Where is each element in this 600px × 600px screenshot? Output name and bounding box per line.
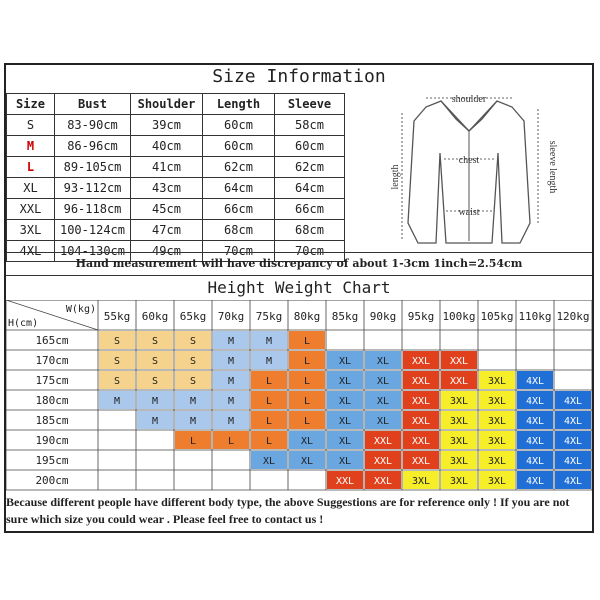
height-label: 170cm <box>35 354 69 367</box>
size-table-header <box>7 94 345 115</box>
weight-header: 80kg <box>293 310 321 323</box>
weight-header: 95kg <box>407 310 435 323</box>
size-value-cell: 60cm <box>275 136 345 157</box>
size-cell-label: XXL <box>373 476 393 487</box>
size-cell-label: 3XL <box>411 476 431 487</box>
size-cell-label: L <box>303 356 311 367</box>
size-cell-label: XXL <box>373 456 393 467</box>
size-label-cell: L <box>7 157 55 178</box>
size-value-cell: 49cm <box>131 241 203 262</box>
size-cell-label: 3XL <box>449 456 469 467</box>
size-header-cell: Sleeve <box>275 94 345 115</box>
height-label: 180cm <box>35 394 69 407</box>
size-header-cell: Shoulder <box>131 94 203 115</box>
size-cell-label: 3XL <box>449 396 469 407</box>
size-cell-label: XXL <box>411 436 431 447</box>
size-cell-label: XL <box>376 356 390 367</box>
size-cell-label: L <box>265 436 273 447</box>
size-value-cell: 68cm <box>275 220 345 241</box>
size-cell-label: 3XL <box>487 456 507 467</box>
size-value-cell: 64cm <box>275 178 345 199</box>
size-cell-label: XL <box>300 456 314 467</box>
size-cell-label: 4XL <box>563 456 583 467</box>
size-value-cell: 58cm <box>275 115 345 136</box>
size-cell-label: XL <box>338 456 352 467</box>
size-cell-label: XXL <box>411 416 431 427</box>
size-cell-label: M <box>227 396 235 407</box>
size-row <box>7 178 345 199</box>
size-value-cell: 66cm <box>203 199 275 220</box>
weight-header: 90kg <box>369 310 397 323</box>
size-cell-label: S <box>151 376 159 387</box>
size-cell-label: 4XL <box>525 376 545 387</box>
waist-label: waist <box>458 207 480 218</box>
size-value-cell: 70cm <box>275 241 345 262</box>
size-cell-label: L <box>189 436 197 447</box>
size-value-cell: 104-130cm <box>55 241 131 262</box>
height-label: 185cm <box>35 414 69 427</box>
weight-header: 85kg <box>331 310 359 323</box>
size-label-cell: 3XL <box>7 220 55 241</box>
size-value-cell: 62cm <box>275 157 345 178</box>
size-cell-label: XXL <box>449 356 469 367</box>
size-cell-label: L <box>303 376 311 387</box>
size-cell-label: M <box>265 356 273 367</box>
size-cell-label: XXL <box>335 476 355 487</box>
size-cell-label: XL <box>338 416 352 427</box>
size-cell-label: S <box>113 356 121 367</box>
weight-axis-label: W(kg) <box>65 304 96 315</box>
size-cell-label: L <box>265 376 273 387</box>
size-cell-label: S <box>151 356 159 367</box>
height-label: 190cm <box>35 434 69 447</box>
size-value-cell: 64cm <box>203 178 275 199</box>
size-cell-label: XL <box>338 436 352 447</box>
size-header-cell: Length <box>203 94 275 115</box>
size-cell-label: XL <box>338 396 352 407</box>
size-value-cell: 96-118cm <box>55 199 131 220</box>
size-header-cell: Bust <box>55 94 131 115</box>
size-cell-label: XXL <box>373 436 393 447</box>
size-cell-label: M <box>227 416 235 427</box>
size-value-cell: 100-124cm <box>55 220 131 241</box>
size-cell-label: L <box>227 436 235 447</box>
size-cell-label: XXL <box>411 396 431 407</box>
size-cell-label: XL <box>338 376 352 387</box>
size-cell-label: S <box>189 376 197 387</box>
size-value-cell: 43cm <box>131 178 203 199</box>
weight-header: 110kg <box>518 310 552 323</box>
size-cell-label: XXL <box>449 376 469 387</box>
height-weight-title: Height Weight Chart <box>207 278 391 297</box>
size-cell-label: L <box>303 336 311 347</box>
size-value-cell: 83-90cm <box>55 115 131 136</box>
size-label-cell: XXL <box>7 199 55 220</box>
size-cell-label: 4XL <box>525 436 545 447</box>
size-cell-label: M <box>227 336 235 347</box>
size-cell-label: 4XL <box>563 476 583 487</box>
size-row <box>7 157 345 178</box>
size-cell-label: 3XL <box>487 476 507 487</box>
length-label: length <box>390 164 401 190</box>
size-cell-label: XL <box>376 416 390 427</box>
size-value-cell: 86-96cm <box>55 136 131 157</box>
weight-header: 60kg <box>141 310 169 323</box>
shoulder-label: shoulder <box>451 94 487 105</box>
size-cell-label: M <box>189 396 197 407</box>
size-value-cell: 39cm <box>131 115 203 136</box>
size-header-cell: Size <box>7 94 55 115</box>
shirt-diagram <box>346 93 592 249</box>
size-value-cell: 41cm <box>131 157 203 178</box>
size-cell-label: 3XL <box>487 416 507 427</box>
size-label-cell: M <box>7 136 55 157</box>
weight-header: 120kg <box>556 310 590 323</box>
size-cell-label: 3XL <box>487 396 507 407</box>
height-label: 195cm <box>35 454 69 467</box>
size-cell-label: M <box>227 356 235 367</box>
weight-header: 65kg <box>179 310 207 323</box>
size-cell-label: 3XL <box>487 436 507 447</box>
size-value-cell: 70cm <box>203 241 275 262</box>
size-cell-label: XXL <box>411 356 431 367</box>
size-label-cell: XL <box>7 178 55 199</box>
size-cell-label: M <box>151 416 159 427</box>
size-value-cell: 89-105cm <box>55 157 131 178</box>
size-cell-label: XL <box>376 396 390 407</box>
size-cell-label: XL <box>376 376 390 387</box>
size-cell-label: 4XL <box>525 396 545 407</box>
size-value-cell: 66cm <box>275 199 345 220</box>
size-value-cell: 68cm <box>203 220 275 241</box>
size-table <box>6 93 345 262</box>
size-cell-label: M <box>113 396 121 407</box>
size-value-cell: 45cm <box>131 199 203 220</box>
size-row <box>7 199 345 220</box>
size-label-cell: S <box>7 115 55 136</box>
height-label: 165cm <box>35 334 69 347</box>
size-value-cell: 47cm <box>131 220 203 241</box>
weight-header: 75kg <box>255 310 283 323</box>
size-value-cell: 40cm <box>131 136 203 157</box>
size-value-cell: 60cm <box>203 136 275 157</box>
size-cell-label: S <box>189 336 197 347</box>
size-cell-label: S <box>113 376 121 387</box>
weight-header: 55kg <box>103 310 131 323</box>
size-information-title: Size Information <box>212 66 386 87</box>
size-cell-label: 4XL <box>525 456 545 467</box>
size-cell-label: S <box>151 336 159 347</box>
size-cell-label: S <box>189 356 197 367</box>
size-cell-label: 3XL <box>449 476 469 487</box>
size-cell-label: XL <box>300 436 314 447</box>
height-weight-chart <box>6 300 592 492</box>
chest-label: chest <box>458 155 480 166</box>
size-label-cell: 4XL <box>7 241 55 262</box>
height-axis-label: H(cm) <box>8 318 39 329</box>
size-cell-label: L <box>265 416 273 427</box>
size-cell-label: 3XL <box>449 416 469 427</box>
height-label: 200cm <box>35 474 69 487</box>
size-row <box>7 220 345 241</box>
size-cell-label: XL <box>262 456 276 467</box>
size-cell-label: 4XL <box>563 396 583 407</box>
size-cell-label: 4XL <box>525 476 545 487</box>
size-cell-label: XXL <box>411 456 431 467</box>
size-cell-label: L <box>303 416 311 427</box>
sleeve-length-label: sleeve length <box>547 140 558 194</box>
weight-header: 105kg <box>480 310 514 323</box>
size-cell-label: L <box>303 396 311 407</box>
weight-header: 100kg <box>442 310 476 323</box>
size-cell-label: L <box>265 396 273 407</box>
size-value-cell: 60cm <box>203 115 275 136</box>
size-row <box>7 115 345 136</box>
size-cell-label: S <box>113 336 121 347</box>
size-cell-label: M <box>227 376 235 387</box>
size-cell-label: 4XL <box>525 416 545 427</box>
size-row <box>7 136 345 157</box>
size-value-cell: 93-112cm <box>55 178 131 199</box>
size-cell-label: XL <box>338 356 352 367</box>
size-cell-label: 3XL <box>449 436 469 447</box>
measurement-note: Hand measurement will have discrepancy of about 1-3cm 1inch=2.54cm <box>6 252 592 276</box>
reference-note: Because different people have different body type, the above Suggestions are for reference only ! If you are not sure which size you could wear . Please feel free to contact us ! <box>6 495 570 526</box>
weight-header: 70kg <box>217 310 245 323</box>
size-cell-label: 4XL <box>563 436 583 447</box>
size-cell-label: 4XL <box>563 416 583 427</box>
size-value-cell: 62cm <box>203 157 275 178</box>
height-label: 175cm <box>35 374 69 387</box>
size-cell-label: XXL <box>411 376 431 387</box>
size-cell-label: M <box>189 416 197 427</box>
size-cell-label: M <box>151 396 159 407</box>
size-cell-label: 3XL <box>487 376 507 387</box>
size-cell-label: M <box>265 336 273 347</box>
